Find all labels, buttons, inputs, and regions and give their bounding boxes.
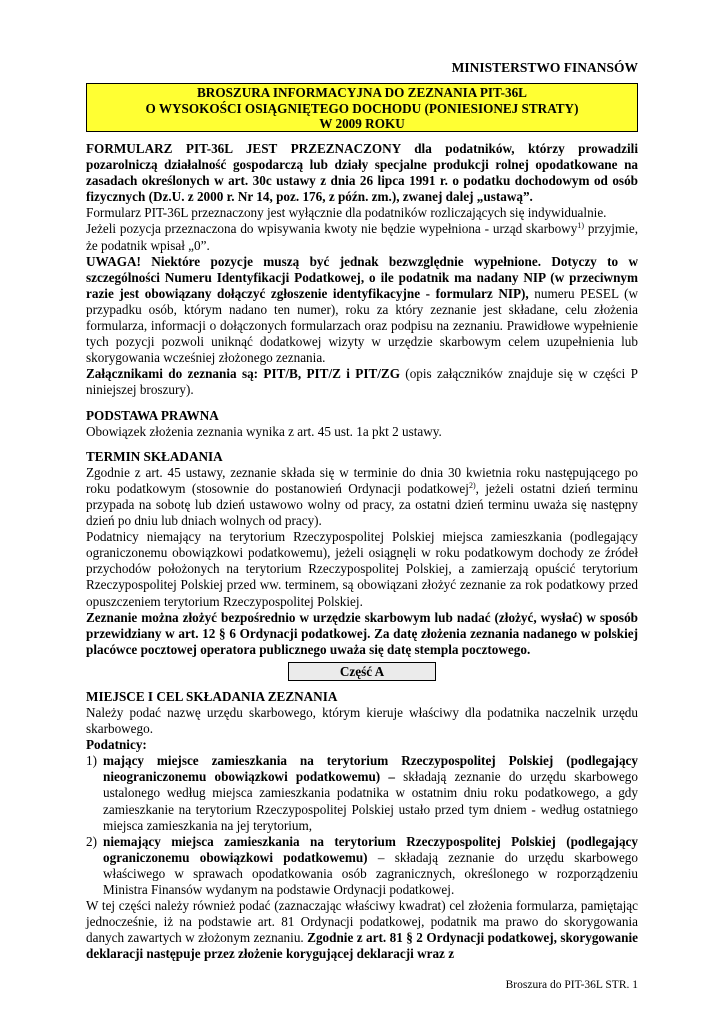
list-item-bold: mający miejsce zamieszkania na terytorium Rzeczypospolitej Polskiej (podlegający nieograniczonemu obowiązkowi podatkowemu) –: [103, 753, 638, 785]
intro-p3-text: Jeżeli pozycja przeznaczona do wpisywania kwoty nie będzie wypełniona - urząd skarbowy: [86, 221, 578, 237]
attachments-bold: Załącznikami do zeznania są: PIT/B, PIT/Z i PIT/ZG: [86, 366, 400, 382]
list-item-text: składają zeznanie do urzędu skarbowego ustalonego według miejsca zamieszkania podatnika w ostatnim dniu roku podatkowego, a gdy zamieszkanie na terytorium Rzeczypospolitej Polskiej ustało przed tym dniem - według ostatniego miejsca zamieszkania na jej terytorium,: [103, 769, 638, 833]
list-item: [86, 753, 638, 833]
banner-line-1: BROSZURA INFORMACYJNA DO ZEZNANIA PIT-36L: [197, 85, 527, 100]
part-a-paragraph-1: Należy podać nazwę urzędu skarbowego, którym kieruje właściwy dla podatnika naczelnik urzędu skarbowego.: [86, 705, 638, 737]
deadline-heading: TERMIN SKŁADANIA: [86, 448, 223, 464]
attachments-rest: (opis załączników znajduje się w części P niniejszej broszury).: [86, 366, 638, 398]
footnote-1: 1): [577, 221, 584, 231]
legal-basis-heading: PODSTAWA PRAWNA: [86, 407, 219, 423]
document-body: [86, 141, 638, 963]
warning-rest: numeru PESEL (w przypadku osób, którym nadano ten numer), roku za który zeznanie jest składane, celu złożenia formularza, informacji o dołączonych formularzach oraz podpisu na zeznaniu. Prawidłowe wypełnienie tych pozycji pozwoli uniknąć dodatkowej wizyty w urzędzie skarbowym celem uzupełnienia lub skorygowania wcześniej złożonego zeznania.: [86, 285, 638, 366]
taxpayers-label: Podatnicy:: [86, 737, 147, 753]
deadline-paragraph-1: [86, 465, 638, 529]
intro-paragraph-2: Formularz PIT-36L przeznaczony jest wyłącznie dla podatników rozliczających się indywidualnie.: [86, 205, 607, 221]
part-a-label: Część A: [288, 662, 436, 681]
part-a-heading: MIEJSCE I CEL SKŁADANIA ZEZNANIA: [86, 688, 338, 704]
banner-line-3: W 2009 ROKU: [319, 116, 405, 131]
list-item-text: – składają zeznanie do urzędu skarbowego właściwego w sprawach opodatkowania osób zagranicznych, określonego w rozporządzeniu Ministra Finansów wydanym na podstawie Ordynacji podatkowej.: [103, 849, 638, 898]
intro-p3-text-end: przyjmie, że podatnik wpisał „0”.: [86, 221, 639, 253]
footnote-2: 2): [468, 480, 476, 490]
banner-line-2: O WYSOKOŚCI OSIĄGNIĘTEGO DOCHODU (PONIESIONEJ STRATY): [145, 100, 579, 116]
deadline-p1-text-end: , jeżeli ostatni dzień terminu przypada na sobotę lub dzień ustawowo wolny od pracy, za ostatni dzień terminu uważa się następny dzień po dniu lub dniach wolnych od pracy).: [86, 480, 638, 529]
title-banner: [86, 83, 638, 132]
legal-basis-text: Obowiązek złożenia zeznania wynika z art. 45 ust. 1a pkt 2 ustawy.: [86, 423, 442, 439]
part-a-paragraph-2: [86, 898, 638, 962]
part-a-p2-text: W tej części należy również podać (zaznaczając właściwy kwadrat) cel złożenia formularza, pamiętając jednocześnie, iż na podstawie art. 81 Ordynacji podatkowej, podatnik ma prawo do skorygowania danych zawartych w złożonym zeznaniu.: [86, 898, 638, 946]
deadline-paragraph-3: Zeznanie można złożyć bezpośrednio w urzędzie skarbowym lub nadać (złożyć, wysłać) w sposób przewidziany w art. 12 § 6 Ordynacji podatkowej. Za datę złożenia zeznania nadanego w polskiej placówce pocztowej operatora publicznego uważa się datę stempla pocztowego.: [86, 609, 638, 657]
intro-paragraph-3: [86, 221, 638, 253]
deadline-paragraph-2: Podatnicy niemający na terytorium Rzeczypospolitej Polskiej miejsca zamieszkania (podlegający ograniczonemu obowiązkowi podatkowemu), jeżeli osiągnęli w roku podatkowym dochody ze źródeł przychodów położonych na terytorium Rzeczypospolitej Polskiej, a zamierzają opuścić terytorium Rzeczypospolitej Polskiej przed ww. terminem, są obowiązani złożyć zeznanie za rok podatkowy przed opuszczeniem terytorium Rzeczypospolitej Polskiej.: [86, 529, 638, 609]
attachments-paragraph: [86, 366, 638, 398]
intro-paragraph-1: FORMULARZ PIT-36L JEST PRZEZNACZONY dla podatników, którzy prowadzili pozarolniczą działalność gospodarczą lub działy specjalne produkcji rolnej opodatkowane na zasadach określonych w art. 30c ustawy z dnia 26 lipca 1991 r. o podatku dochodowym od osób fizycznych (Dz.U. z 2000 r. Nr 14, poz. 176, z późn. zm.), zwanej dalej „ustawą”.: [86, 141, 638, 205]
deadline-p1-text: Zgodnie z art. 45 ustawy, zeznanie składa się w terminie do dnia 30 kwietnia roku następującego po roku podatkowym (stosownie do postanowień Ordynacji podatkowej: [86, 464, 638, 496]
list-item-bold: niemający miejsca zamieszkania na terytorium Rzeczypospolitej Polskiej (podlegający ograniczonemu obowiązkowi podatkowemu): [103, 833, 638, 865]
part-a-p2-bold: Zgodnie z art. 81 § 2 Ordynacji podatkowej, skorygowanie deklaracji następuje przez złożenie korygującej deklaracji wraz z: [86, 930, 638, 962]
warning-paragraph: [86, 254, 638, 367]
warning-bold: UWAGA! Niektóre pozycje muszą być jednak bezwzględnie wypełnione. Dotyczy to w szczególności Numeru Identyfikacji Podatkowej, o ile podatnik ma nadany NIP (w przeciwnym razie jest obowiązany dołączyć zgłoszenie identyfikacyjne - formularz NIP),: [86, 253, 638, 301]
taxpayers-list: [86, 753, 638, 898]
list-item: [86, 834, 638, 898]
list-number: 2): [86, 833, 97, 849]
page-footer: Broszura do PIT-36L STR. 1: [505, 979, 638, 991]
ministry-header: MINISTERSTWO FINANSÓW: [451, 60, 638, 75]
list-number: 1): [86, 753, 97, 769]
